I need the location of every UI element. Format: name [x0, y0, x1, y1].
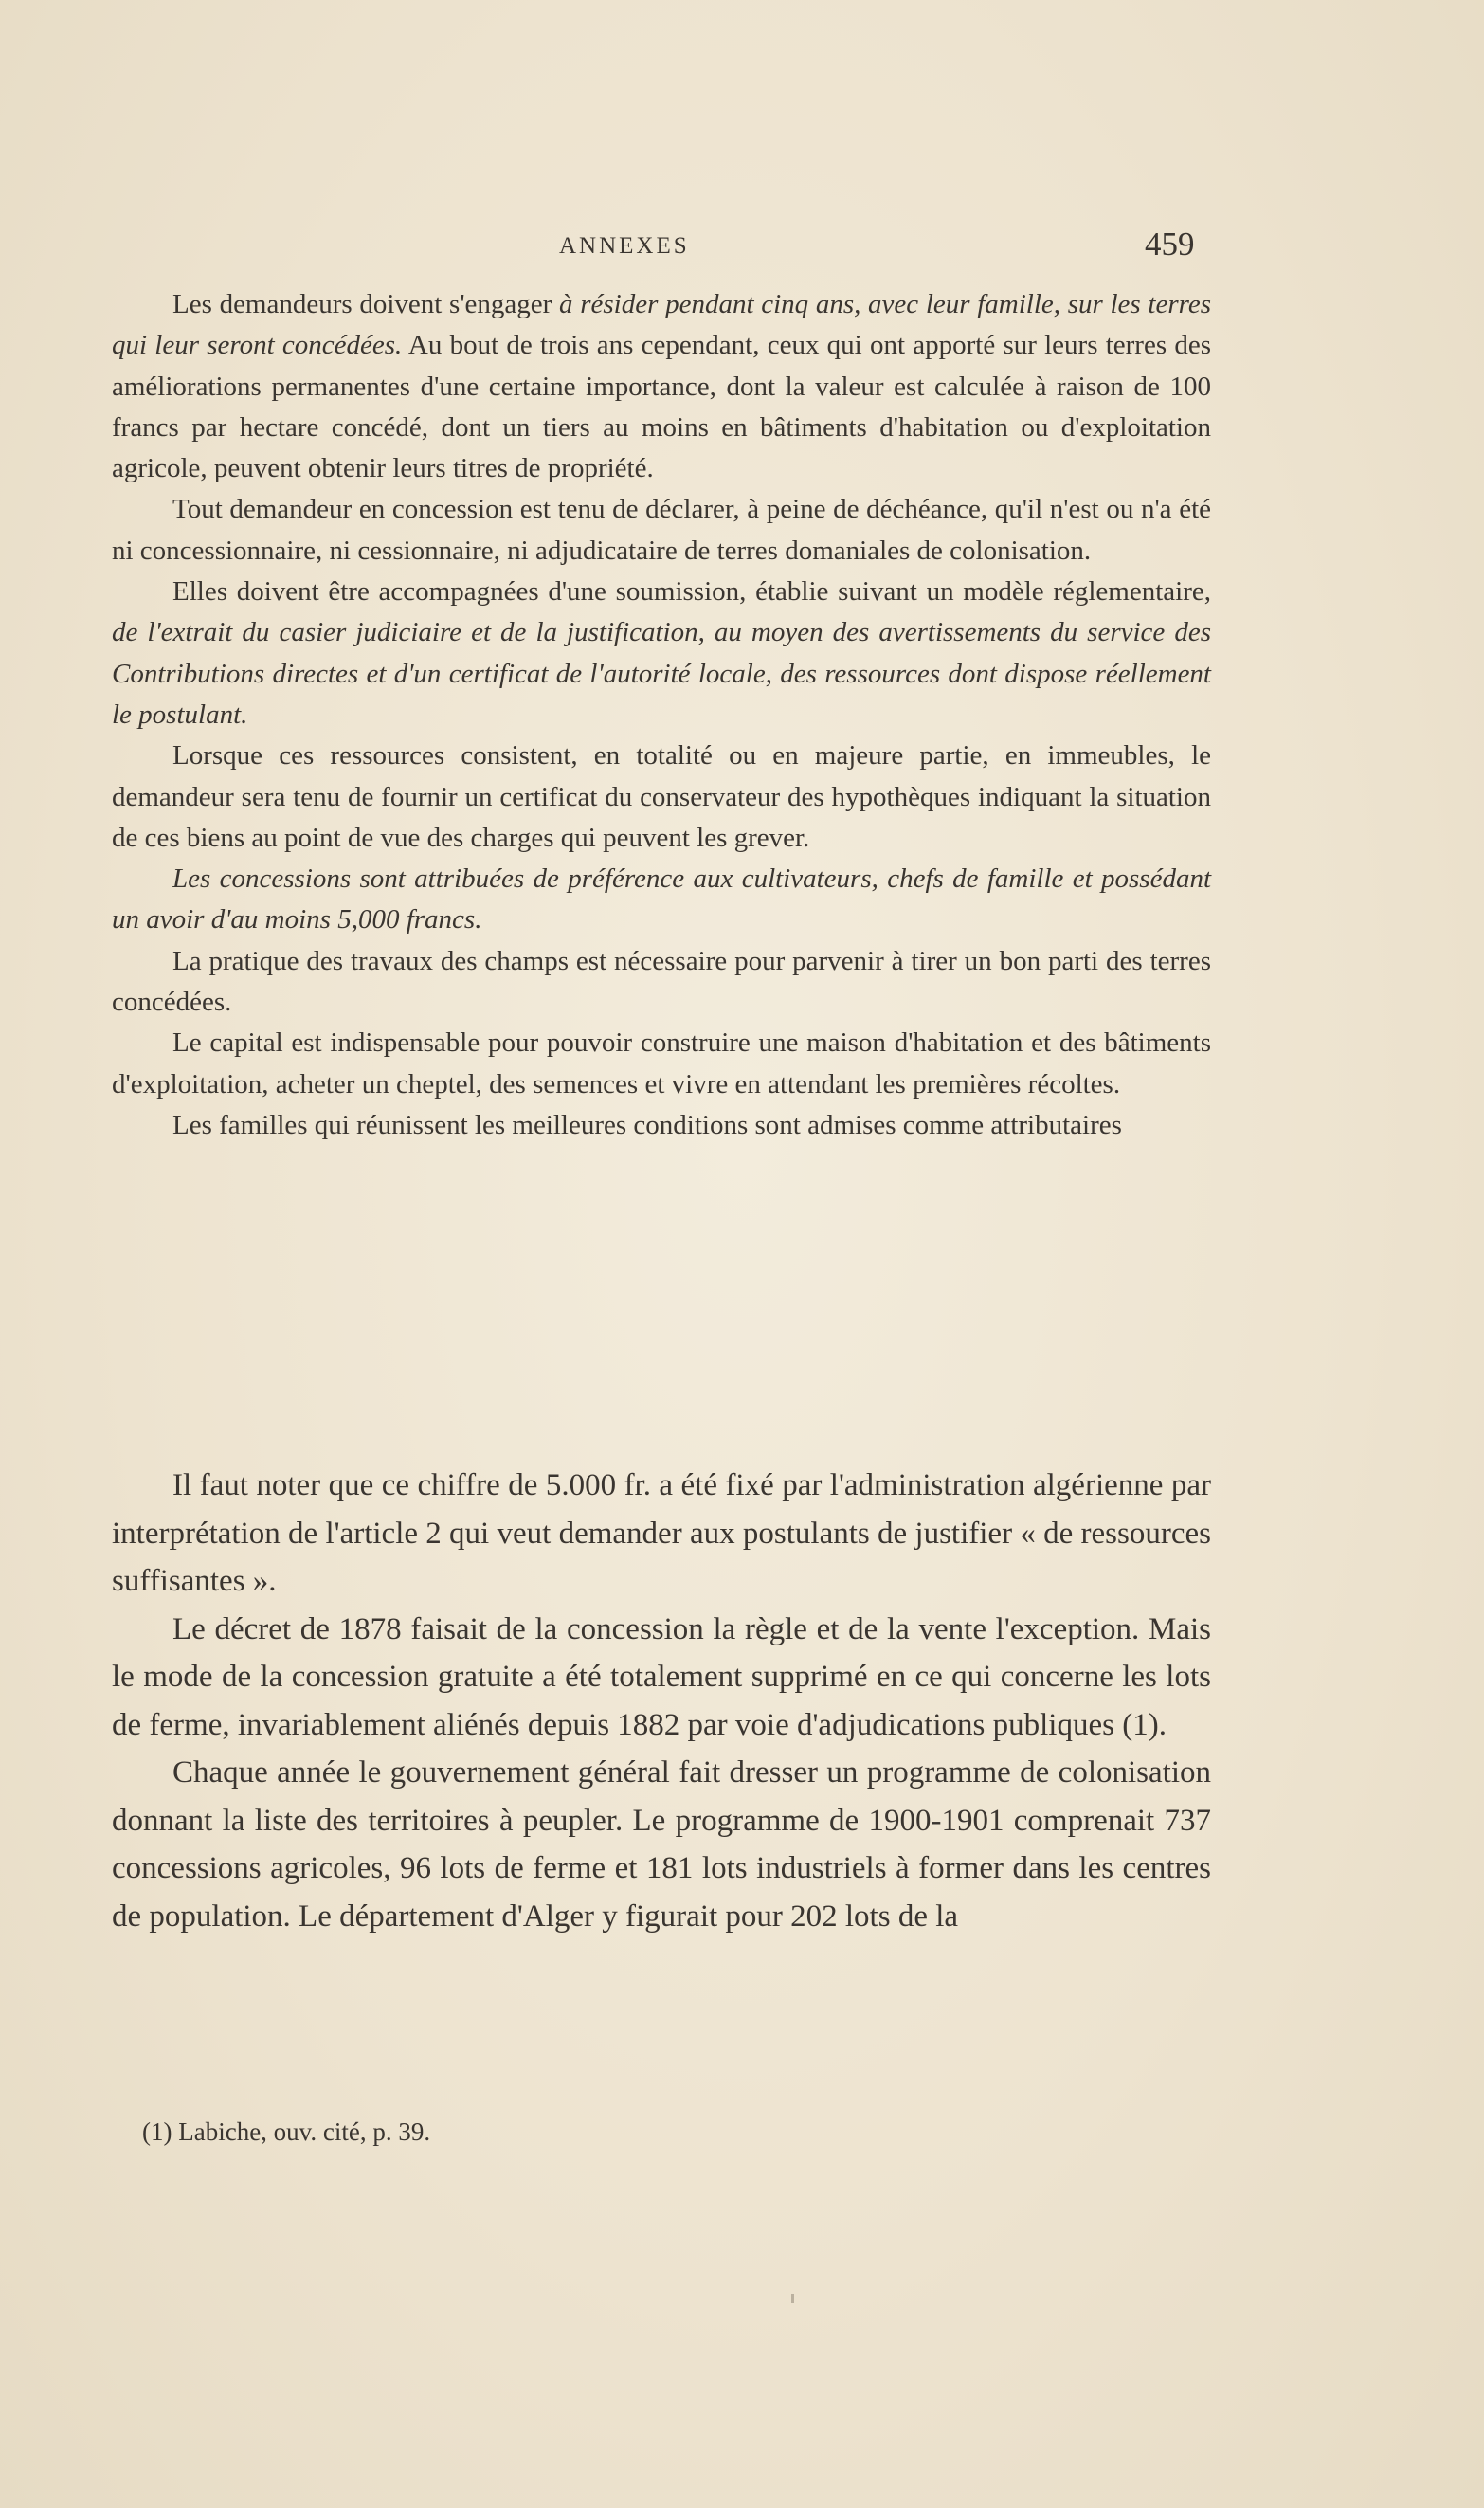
paragraph: Les demandeurs doivent s'engager à résider pendant cinq ans, avec leur famille, sur les terres qui leur seront concédées. Au bout de trois ans cependant, ceux qui ont apporté sur leurs terres des améliorations permanentes d'une certaine importance, dont la valeur est calculée à raison de 100 francs par hectare concédé, dont un tiers au moins en bâtiments d'habitation ou d'exploitation agricole, peuvent obtenir leurs titres de propriété.: [112, 289, 1212, 484]
paragraph: Elles doivent être accompagnées d'une soumission, établie suivant un modèle réglementaire, de l'extrait du casier judiciaire et de la justification, au moyen des avertissements du service des Contributions directes et d'un certificat de l'autorité locale, des ressources dont dispose réellement le postulant.: [112, 576, 1211, 730]
main-text: [112, 1462, 1211, 1940]
paragraph: Les familles qui réunissent les meilleures conditions sont admises comme attributaires: [172, 1109, 1122, 1140]
annex-quoted-regulations: [112, 284, 1211, 1146]
footnote: (1) Labiche, ouv. cité, p. 39.: [142, 2117, 431, 2146]
paragraph: Le décret de 1878 faisait de la concession la règle et de la vente l'exception. Mais le mode de la concession gratuite a été totalement supprimé en ce qui concerne les lots de ferme, invariablement aliénés depuis 1882 par voie d'adjudications publiques (1).: [112, 1611, 1211, 1742]
paragraph: Il faut noter que ce chiffre de 5.000 fr. a été fixé par l'administration algérienne par interprétation de l'article 2 qui veut demander aux postulants de justifier « de ressources suffisantes ».: [112, 1468, 1211, 1598]
running-head-title: ANNEXES: [559, 233, 690, 259]
paragraph: La pratique des travaux des champs est nécessaire pour parvenir à tirer un bon parti des terres concédées.: [112, 945, 1211, 1018]
paragraph: Le capital est indispensable pour pouvoir construire une maison d'habitation et des bâtiments d'exploitation, acheter un cheptel, des semences et vivre en attendant les premières récoltes.: [112, 1027, 1211, 1100]
paragraph: Tout demandeur en concession est tenu de déclarer, à peine de déchéance, qu'il n'est ou n'a été ni concessionnaire, ni cessionnaire, ni adjudicataire de terres domaniales de colonisation.: [112, 494, 1211, 566]
paragraph: Chaque année le gouvernement général fait dresser un programme de colonisation donnant la liste des territoires à peupler. Le programme de 1900-1901 comprenait 737 concessions agricoles, 96 lots de ferme et 181 lots industriels à former dans les centres de population. Le département d'Alger y figurait pour 202 lots de la: [112, 1755, 1211, 1934]
running-head: [0, 226, 1484, 273]
print-mark: [791, 2294, 794, 2303]
paragraph: Les concessions sont attribuées de préférence aux cultivateurs, chefs de famille et possédant un avoir d'au moins 5,000 francs.: [112, 863, 1211, 936]
paragraph: Lorsque ces ressources consistent, en totalité ou en majeure partie, en immeubles, le demandeur sera tenu de fournir un certificat du conservateur des hypothèques indiquant la situation de ces biens au point de vue des charges qui peuvent les grever.: [112, 740, 1211, 853]
page-number: 459: [1145, 226, 1195, 263]
footnotes: [142, 2116, 1185, 2148]
